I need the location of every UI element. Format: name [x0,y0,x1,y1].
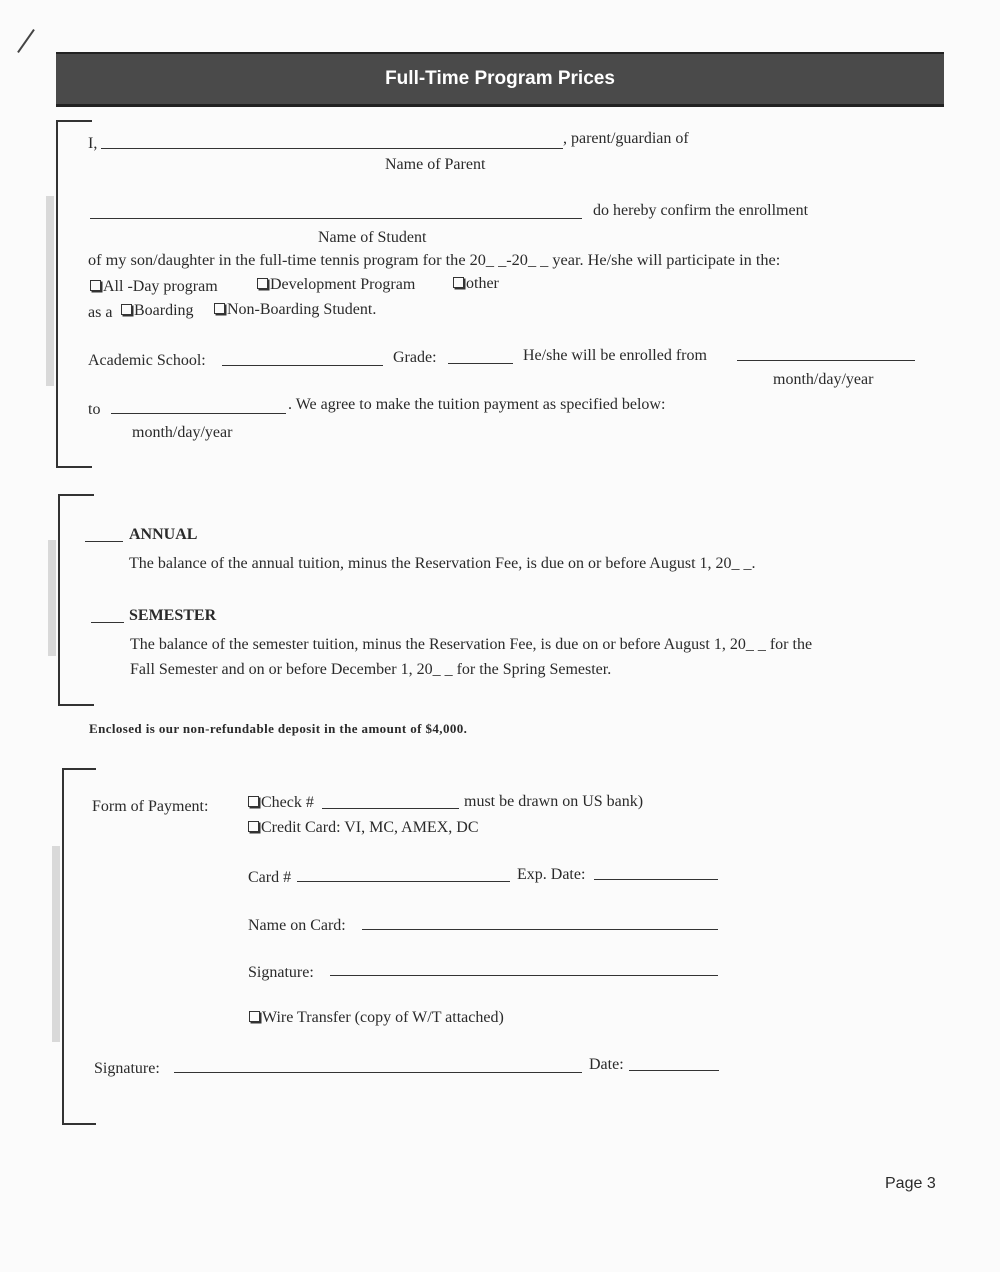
checkbox-icon[interactable] [453,277,464,288]
date-format-caption: month/day/year [773,371,874,388]
grade-label: Grade: [393,349,437,366]
semester-select-field[interactable] [91,622,124,623]
date-format-caption: month/day/year [132,424,233,441]
payment-section-bracket [62,768,96,1125]
page-title: Full-Time Program Prices [385,68,615,89]
date-field[interactable] [629,1070,719,1071]
checkbox-icon[interactable] [257,278,268,289]
parent-guardian-of-text: , parent/guardian of [563,130,689,147]
option-non-boarding[interactable]: Non-Boarding Student. [214,302,376,318]
checkbox-icon[interactable] [214,303,225,314]
i-label: I, [88,135,98,152]
grade-field[interactable] [448,363,513,364]
academic-school-field[interactable] [222,365,383,366]
semester-text-line2: Fall Semester and on or before December 1, 20_ _ for the Spring Semester. [130,661,612,678]
option-other[interactable]: other [453,276,499,292]
semester-text-line1: The balance of the semester tuition, minus the Reservation Fee, is due on or before August 1, 20_ _ for the [130,636,813,653]
semester-heading: SEMESTER [129,607,217,624]
option-boarding[interactable]: Boarding [121,303,194,319]
program-sentence: of my son/daughter in the full-time tennis program for the 20_ _-20_ _ year. He/she will participate in the: [88,250,781,269]
option-wire-transfer[interactable]: Wire Transfer (copy of W/T attached) [249,1010,504,1026]
pen-mark [17,29,35,53]
as-a-label: as a [88,304,113,321]
enrolled-from-label: He/she will be enrolled from [523,347,707,364]
agree-payment-text: . We agree to make the tuition payment as specified below: [288,396,666,413]
final-signature-label: Signature: [94,1060,160,1077]
to-label: to [88,401,101,418]
annual-select-field[interactable] [85,541,123,542]
name-of-parent-caption: Name of Parent [385,156,486,173]
enrolled-to-date-field[interactable] [111,413,286,414]
name-on-card-label: Name on Card: [248,917,346,934]
checkbox-icon[interactable] [90,280,101,291]
enrollment-section-bracket [56,120,92,468]
option-check[interactable]: Check # [248,795,314,811]
enrolled-from-date-field[interactable] [737,360,915,361]
card-signature-field[interactable] [330,975,718,976]
annual-heading: ANNUAL [129,526,198,543]
option-development-program[interactable]: Development Program [257,277,415,293]
name-on-card-field[interactable] [362,929,718,930]
checkbox-icon[interactable] [248,821,259,832]
confirm-enrollment-text: do hereby confirm the enrollment [593,202,809,219]
tuition-section-bracket [58,494,94,706]
checkbox-icon[interactable] [249,1011,260,1022]
card-number-field[interactable] [297,881,510,882]
date-label: Date: [589,1056,624,1073]
checkbox-icon[interactable] [121,304,132,315]
parent-name-field[interactable] [101,148,563,149]
page-number: Page 3 [885,1175,936,1192]
card-number-label: Card # [248,869,292,886]
tuition-margin-shade [48,540,56,656]
student-name-field[interactable] [90,218,582,219]
exp-date-label: Exp. Date: [517,866,586,883]
checkbox-icon[interactable] [248,796,259,807]
academic-school-label: Academic School: [88,352,206,369]
card-signature-label: Signature: [248,964,314,981]
annual-text: The balance of the annual tuition, minus the Reservation Fee, is due on or before August 1, 20_ _. [129,555,756,572]
deposit-note: Enclosed is our non-refundable deposit in the amount of $4,000. [89,721,468,736]
header-bar [56,52,944,107]
payment-margin-shade [52,846,60,1042]
check-number-field[interactable] [322,808,459,809]
option-all-day-program[interactable]: All -Day program [90,279,218,295]
option-credit-card[interactable]: Credit Card: VI, MC, AMEX, DC [248,820,478,836]
enrollment-margin-shade [46,196,54,386]
name-of-student-caption: Name of Student [318,229,427,246]
exp-date-field[interactable] [594,879,718,880]
form-of-payment-label: Form of Payment: [92,798,209,815]
final-signature-field[interactable] [174,1072,582,1073]
check-note: must be drawn on US bank) [464,793,644,810]
